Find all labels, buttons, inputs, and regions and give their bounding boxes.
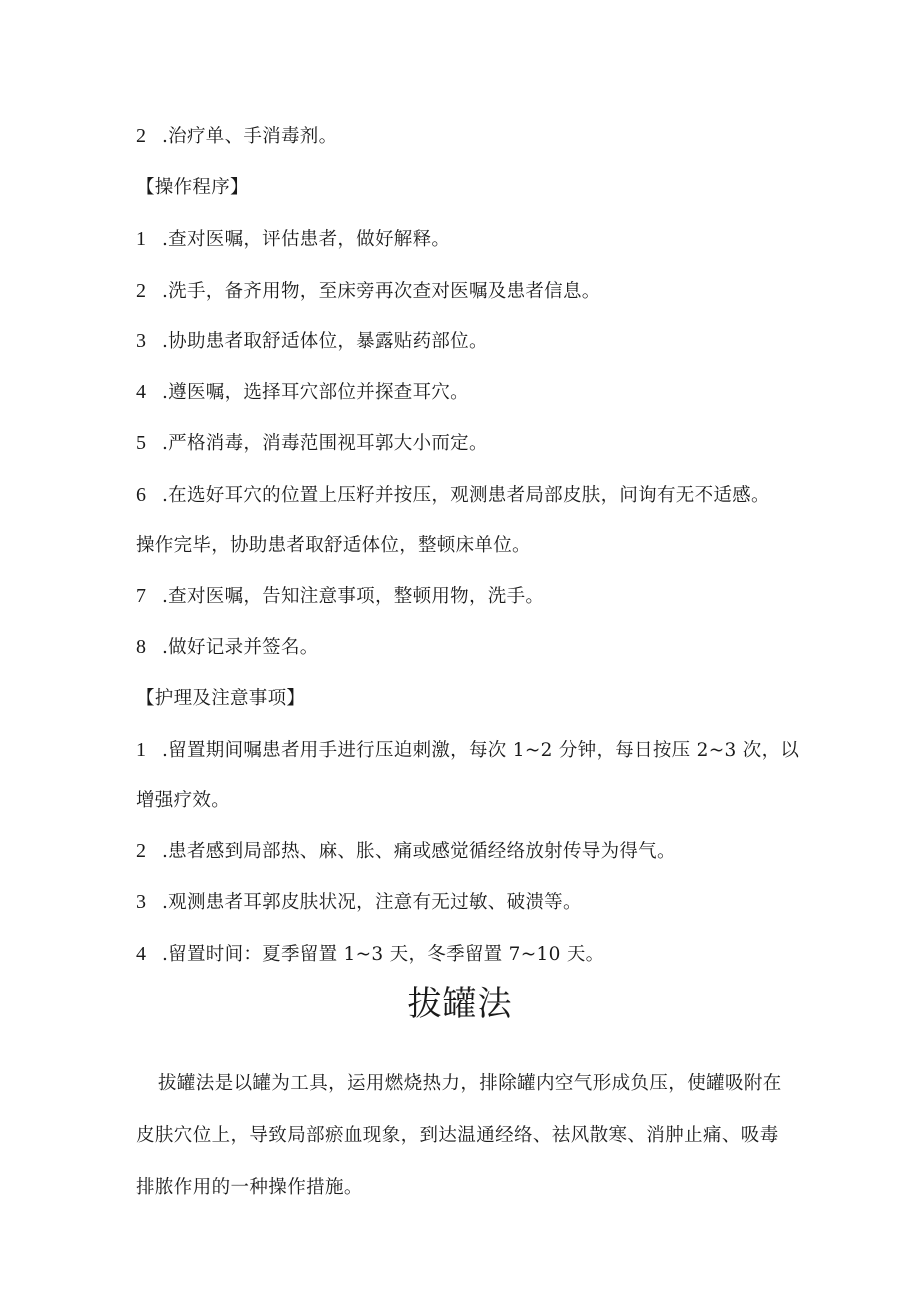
item-number: 7: [136, 585, 147, 607]
item-number: 1: [136, 228, 147, 250]
intro-paragraph: 拔罐法是以罐为工具，运用燃烧热力，排除罐内空气形成负压，使罐吸附在皮肤穴位上，导致局部瘀血现象，到达温通经络、祛风散寒、消肿止痛、吸毒排脓作用的一种操作措施。: [136, 1073, 782, 1198]
item-number: 6: [136, 484, 147, 506]
list-item: [136, 840, 676, 863]
item-text: .观测患者耳郭皮肤状况，注意有无过敏、破溃等。: [162, 892, 582, 913]
item-text: .患者感到局部热、麻、胀、痛或感觉循经络放射传导为得气。: [162, 841, 676, 862]
item-text: .在选好耳穴的位置上压籽并按压，观测患者局部皮肤，问询有无不适感。: [162, 485, 770, 506]
list-item: [136, 228, 450, 251]
item-number: 3: [136, 891, 147, 913]
item-text: .留置期间嘱患者用手进行压迫刺激，每次 1~2 分钟，每日按压 2~3 次，以: [162, 740, 800, 761]
item-text: .治疗单、手消毒剂。: [162, 126, 338, 147]
heading-text: 【操作程序】: [136, 177, 249, 198]
item-number: 2: [136, 125, 147, 147]
item-number: 2: [136, 280, 147, 302]
list-item: [136, 943, 604, 966]
item-text: 增强疗效。: [136, 790, 231, 811]
list-item: [136, 484, 770, 507]
item-text: 操作完毕，协助患者取舒适体位，整顿床单位。: [136, 535, 531, 556]
item-text: .协助患者取舒适体位，暴露贴药部位。: [162, 331, 488, 352]
list-item: [136, 280, 601, 303]
item-text: .严格消毒，消毒范围视耳郭大小而定。: [162, 433, 488, 454]
section-title: 拔罐法: [407, 984, 513, 1024]
item-text: .遵医嘱，选择耳穴部位并探查耳穴。: [162, 382, 469, 403]
section-heading-care-notes: [136, 688, 305, 710]
item-number: 4: [136, 943, 147, 965]
item-text: .查对医嘱，告知注意事项，整顿用物，洗手。: [162, 586, 545, 607]
list-item: [136, 636, 319, 659]
list-item: [136, 585, 544, 608]
item-number: 2: [136, 840, 147, 862]
continuation-line: [136, 535, 531, 557]
item-number: 1: [136, 739, 147, 761]
list-item: [136, 432, 488, 455]
item-text: .做好记录并签名。: [162, 637, 319, 658]
list-item: [136, 739, 799, 762]
item-text: .留置时间：夏季留置 1~3 天，冬季留置 7~10 天。: [162, 944, 605, 965]
list-item: [136, 381, 469, 404]
item-number: 4: [136, 381, 147, 403]
list-item: [136, 125, 337, 148]
heading-text: 【护理及注意事项】: [136, 688, 306, 709]
item-number: 3: [136, 330, 147, 352]
continuation-line: [136, 790, 230, 812]
list-item: [136, 891, 582, 914]
item-text: .查对医嘱，评估患者，做好解释。: [162, 229, 451, 250]
section-heading-procedure: [136, 177, 249, 199]
item-number: 8: [136, 636, 147, 658]
item-number: 5: [136, 432, 147, 454]
item-text: .洗手，备齐用物，至床旁再次查对医嘱及患者信息。: [162, 281, 601, 302]
list-item: [136, 330, 488, 353]
